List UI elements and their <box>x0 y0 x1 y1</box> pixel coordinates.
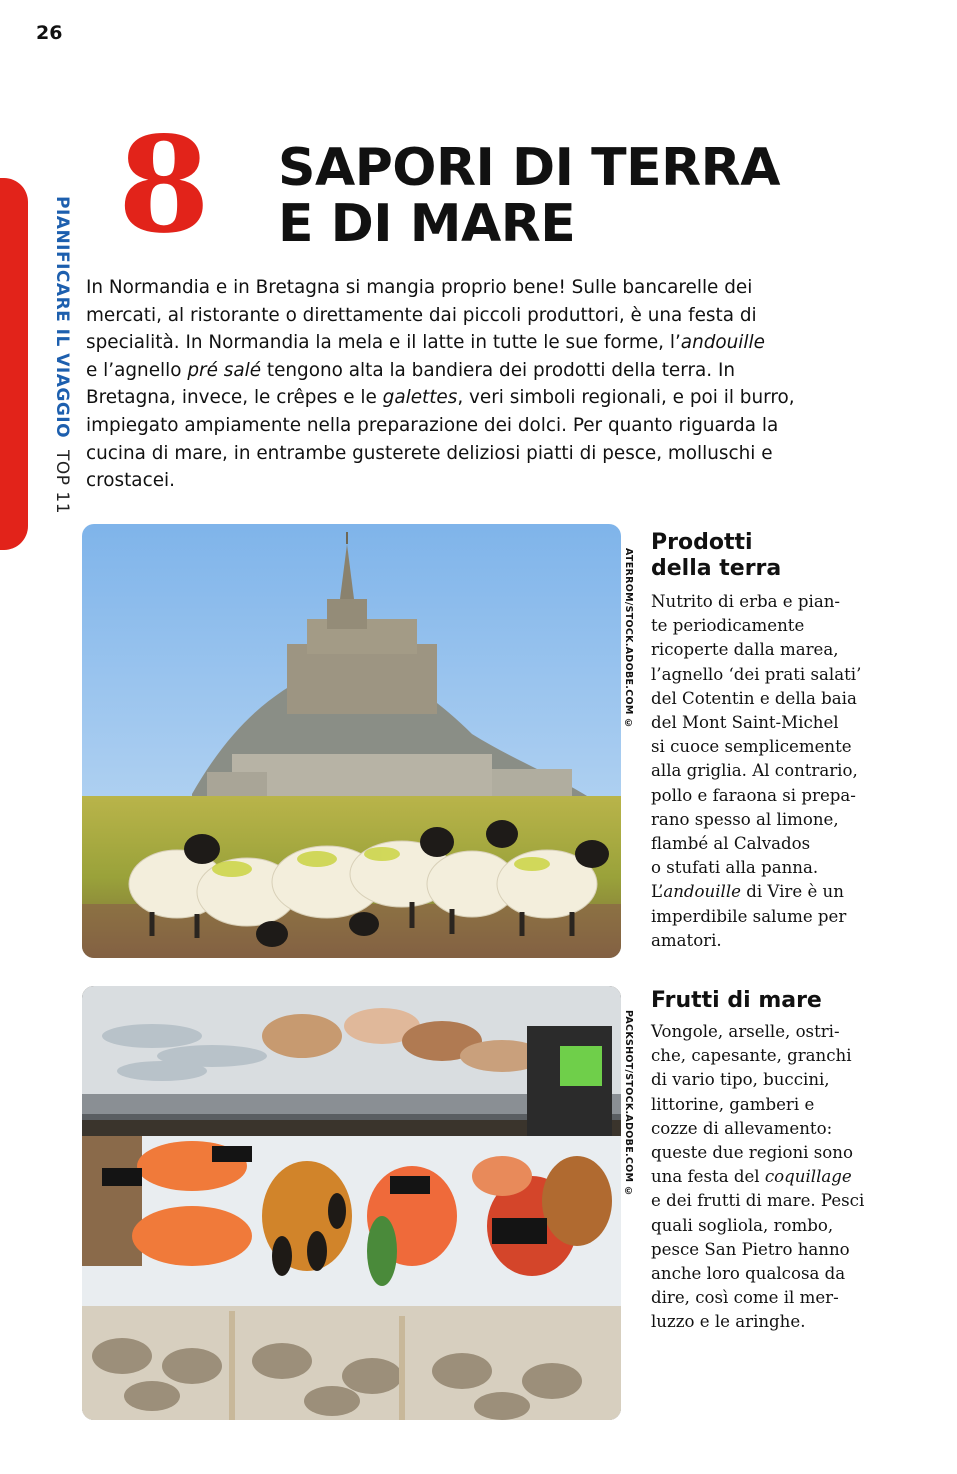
text-line: luzzo e le aringhe. <box>651 1312 806 1332</box>
text-line: alla griglia. Al contrario, <box>651 761 858 781</box>
text-line: una festa del coquillage <box>651 1167 852 1187</box>
text-line: pollo e faraona si prepa- <box>651 785 856 805</box>
text-line: e dei frutti di mare. Pesci <box>651 1191 865 1211</box>
title-line-2: E DI MARE <box>278 194 576 254</box>
page-title <box>278 140 918 252</box>
text-line: littorine, gamberi e <box>651 1094 815 1114</box>
text-line: quali sogliola, rombo, <box>651 1215 834 1235</box>
text-line: o stufati alla panna. <box>651 858 819 878</box>
text-line: Vongole, arselle, ostri- <box>651 1022 840 1041</box>
chapter-section: PIANIFICARE IL VIAGGIO <box>52 196 72 439</box>
chapter-label <box>32 196 72 556</box>
text-line: del Mont Saint-Michel <box>651 713 839 733</box>
section-text-land <box>651 590 879 953</box>
text-line: amatori. <box>651 930 722 950</box>
text-line: te periodicamente <box>651 616 805 636</box>
intro-line: impiegato ampiamente nella preparazione dei dolci. Per quanto riguarda la <box>86 414 779 436</box>
text-line: queste due regioni sono <box>651 1143 853 1163</box>
text-line: L’andouille di Vire è un <box>651 882 844 902</box>
intro-line: specialità. In Normandia la mela e il latte in tutte le sue forme, l’andouille <box>86 332 765 354</box>
intro-line: mercati, al ristorante o direttamente dai piccoli produttori, è una festa di <box>86 304 757 326</box>
text-line: si cuoce semplicemente <box>651 737 852 757</box>
chapter-subsection: TOP 11 <box>52 450 72 515</box>
text-line: pesce San Pietro hanno <box>651 1239 850 1259</box>
section-text-sea <box>651 1020 879 1335</box>
item-number: 8 <box>118 108 210 263</box>
text-line: cozze di allevamento: <box>651 1118 833 1138</box>
photo-credit: PACKSHOT/STOCK.ADOBE.COM © <box>623 1010 634 1198</box>
section-heading-land: Prodotti della terra <box>651 530 782 581</box>
text-line: dire, così come il mer- <box>651 1288 839 1308</box>
intro-line: crostacei. <box>86 470 175 492</box>
title-line-1: SAPORI DI TERRA <box>278 138 780 198</box>
intro-line: In Normandia e in Bretagna si mangia proprio bene! Sulle bancarelle dei <box>86 277 753 298</box>
text-line: anche loro qualcosa da <box>651 1264 846 1284</box>
text-line: che, capesante, granchi <box>651 1046 852 1066</box>
text-line: Nutrito di erba e pian- <box>651 592 841 611</box>
text-line: ricoperte dalla marea, <box>651 640 839 660</box>
text-line: l’agnello ‘dei prati salati’ <box>651 664 862 684</box>
text-line: del Cotentin e della baia <box>651 688 857 708</box>
intro-line: cucina di mare, in entrambe gusterete deliziosi piatti di pesce, molluschi e <box>86 442 773 464</box>
intro-line: e l’agnello pré salé tengono alta la bandiera dei prodotti della terra. In <box>86 359 736 381</box>
text-line: di vario tipo, buccini, <box>651 1070 830 1090</box>
section-heading-sea: Frutti di mare <box>651 988 822 1013</box>
photo-credit: ATERROM/STOCK.ADOBE.COM © <box>623 548 634 730</box>
mont-saint-michel-sheep-photo <box>82 524 621 958</box>
intro-line: Bretagna, invece, le crêpes e le galettes, veri simboli regionali, e poi il burro, <box>86 387 795 409</box>
text-line: flambé al Calvados <box>651 834 811 854</box>
seafood-market-photo <box>82 986 621 1420</box>
chapter-tab <box>0 178 28 550</box>
text-line: imperdibile salume per <box>651 906 847 926</box>
page-number: 26 <box>36 22 63 44</box>
intro-paragraph <box>86 274 876 495</box>
text-line: rano spesso al limone, <box>651 809 839 829</box>
